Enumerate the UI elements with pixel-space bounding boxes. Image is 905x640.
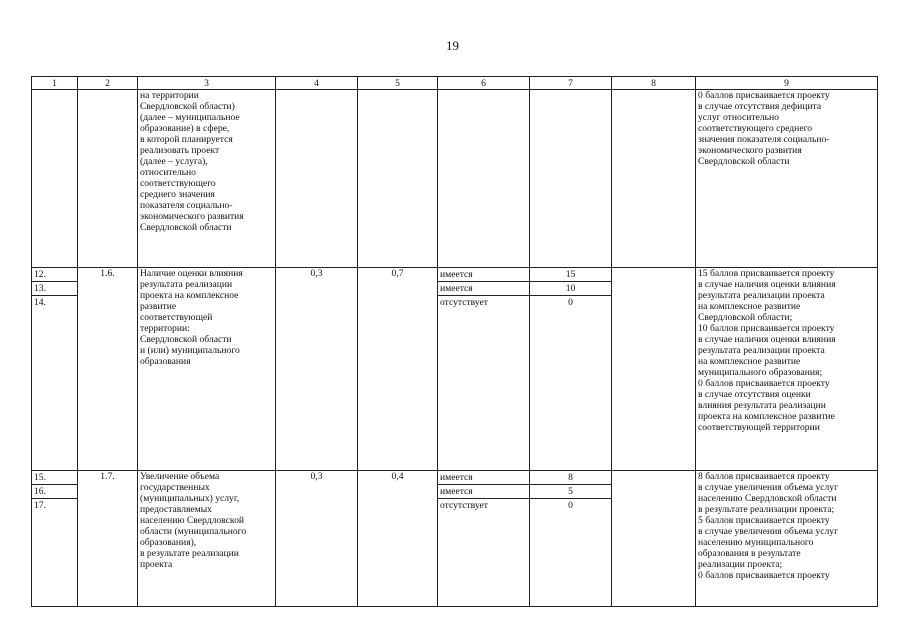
answer: имеется xyxy=(438,471,529,485)
continuation-row xyxy=(32,90,878,268)
weight-a: 0,3 xyxy=(276,268,358,471)
column-header-1: 1 xyxy=(32,77,78,90)
criterion-code: 1.7. xyxy=(78,471,138,607)
cell-number xyxy=(32,90,78,268)
row-number: 15. xyxy=(32,471,77,485)
row-number: 17. xyxy=(34,500,46,511)
weight-b: 0,7 xyxy=(358,268,438,471)
criterion-code: 1.6. xyxy=(78,268,138,471)
answers xyxy=(438,268,530,471)
points xyxy=(530,268,612,471)
row-number: 12. xyxy=(32,268,77,282)
weight-b: 0,4 xyxy=(358,471,438,607)
point-value: 5 xyxy=(530,485,611,499)
description-text: 0 баллов присваивается проекту в случае отсутствия дефицита услуг относительно соответствующего среднего значения показателя социально- экономического развития Свердловской области xyxy=(696,90,878,268)
column-header-4: 4 xyxy=(276,77,358,90)
table-row-1-7 xyxy=(32,471,878,607)
criterion-text: Увеличение объема государственных (муниципальных) услуг, предоставляемых населению Свердловской области (муниципального образования), в результате реализации проекта xyxy=(138,471,276,607)
answer: отсутствует xyxy=(440,500,488,511)
column-header-5: 5 xyxy=(358,77,438,90)
row-number: 14. xyxy=(34,297,46,308)
criterion-text: Наличие оценки влияния результата реализации проекта на комплексное развитие соответствующей территории: Свердловской области и (или) муниципального образования xyxy=(138,268,276,471)
cell-code xyxy=(78,90,138,268)
column-header-6: 6 xyxy=(438,77,530,90)
weight-a: 0,3 xyxy=(276,471,358,607)
answer: имеется xyxy=(438,282,529,296)
point-value: 15 xyxy=(530,268,611,282)
column-header-8: 8 xyxy=(612,77,696,90)
cell-points xyxy=(530,90,612,268)
row-number: 13. xyxy=(32,282,77,296)
point-value: 10 xyxy=(530,282,611,296)
point-value: 0 xyxy=(568,500,573,511)
column-header-9: 9 xyxy=(696,77,878,90)
description-text: 15 баллов присваивается проекту в случае наличия оценки влияния результата реализации проекта на комплексное развитие Свердловской области; 10 баллов присваивается проекту в случае наличия оценки влияния результата реализации проекта на комплексное развитие муниципального образования; 0 баллов присваивается проекту в случае отсутствия оценки влияния результата реализации проекта на комплексное развитие соответствующей территории xyxy=(696,268,878,471)
answer: имеется xyxy=(438,485,529,499)
point-value: 8 xyxy=(530,471,611,485)
cell-answer xyxy=(438,90,530,268)
row-number: 16. xyxy=(32,485,77,499)
cell-weight-a xyxy=(276,90,358,268)
cell-col8 xyxy=(612,471,696,607)
row-numbers xyxy=(32,471,78,607)
description-text: 8 баллов присваивается проекту в случае увеличения объема услуг населению Свердловской области в результате реализации проекта; 5 баллов присваивается проекту в случае увеличения объема услуг населению муниципального образования в результате реализации проекта; 0 баллов присваивается проекту xyxy=(696,471,878,607)
cell-weight-b xyxy=(358,90,438,268)
column-header-2: 2 xyxy=(78,77,138,90)
table-row-1-6 xyxy=(32,268,878,471)
point-value: 0 xyxy=(568,297,573,308)
column-header-3: 3 xyxy=(138,77,276,90)
criterion-text: на территории Свердловской области) (далее – муниципальное образование) в сфере, в которой планируется реализовать проект (далее – услуга), относительно соответствующего среднего значения показателя социально- экономического развития Свердловской области xyxy=(138,90,276,268)
answer: отсутствует xyxy=(440,297,488,308)
page-number: 19 xyxy=(446,38,459,53)
criteria-table xyxy=(31,76,878,607)
cell-col8 xyxy=(612,268,696,471)
column-header-7: 7 xyxy=(530,77,612,90)
row-numbers xyxy=(32,268,78,471)
answers xyxy=(438,471,530,607)
cell-col8 xyxy=(612,90,696,268)
points xyxy=(530,471,612,607)
answer: имеется xyxy=(438,268,529,282)
column-number-row xyxy=(32,77,878,90)
